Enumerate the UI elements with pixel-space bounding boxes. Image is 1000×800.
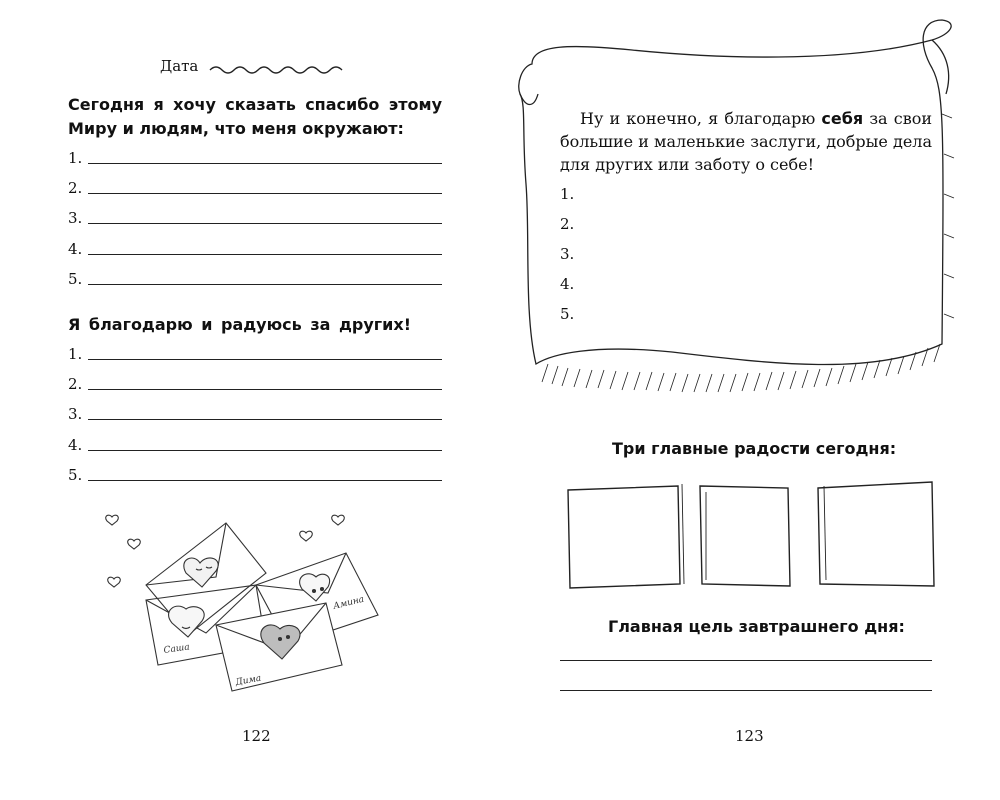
envelopes-illustration (96, 505, 396, 705)
date-squiggle-line[interactable] (208, 60, 348, 78)
list-number: 2. (68, 179, 83, 197)
answer-line[interactable] (88, 419, 442, 420)
joy-box-2[interactable] (700, 486, 790, 586)
gratitude-others-heading: Я благодарю и радуюсь за других! (68, 315, 411, 334)
list-number: 1. (68, 149, 83, 167)
list-number: 5. (68, 270, 83, 288)
envelope-dima (216, 603, 342, 691)
scroll-text-before: Ну и конечно, я благодарю (580, 109, 822, 128)
gratitude-world-heading (68, 93, 442, 141)
list-2-row-4[interactable] (68, 436, 442, 456)
list-number: 4. (68, 436, 83, 454)
list-2-row-2[interactable] (68, 375, 442, 395)
scroll-list-item-4[interactable]: 4. (560, 275, 575, 293)
heart-icon (300, 531, 313, 541)
heart-icon (108, 577, 121, 587)
joy-box-3[interactable] (818, 482, 934, 586)
scroll-list-item-2[interactable]: 2. (560, 215, 575, 233)
answer-line[interactable] (88, 389, 442, 390)
gratitude-world-heading-line-1: Сегодня я хочу сказать спасибо этому (68, 95, 442, 114)
scroll-intro-text (560, 107, 932, 176)
answer-line[interactable] (88, 450, 442, 451)
heart-icon (106, 515, 119, 525)
joy-boxes (560, 480, 940, 595)
joy-box-1[interactable] (568, 484, 684, 588)
scroll-text-bold: себя (821, 109, 864, 128)
goal-line-2[interactable] (560, 690, 932, 691)
list-number: 2. (68, 375, 83, 393)
scroll-list-item-1[interactable]: 1. (560, 185, 575, 203)
heart-icon (332, 515, 345, 525)
page-number-left: 122 (242, 727, 271, 745)
heart-icon (128, 539, 141, 549)
answer-line[interactable] (88, 284, 442, 285)
list-number: 5. (68, 466, 83, 484)
answer-line[interactable] (88, 359, 442, 360)
envelope-name-amina: Амина (332, 594, 366, 612)
list-1-row-4[interactable] (68, 240, 442, 260)
gratitude-world-heading-line-2: Миру и людям, что меня окружают: (68, 119, 404, 138)
list-1-row-5[interactable] (68, 270, 442, 290)
scroll-list-item-3[interactable]: 3. (560, 245, 575, 263)
date-label: Дата (160, 57, 199, 75)
list-1-row-1[interactable] (68, 149, 442, 169)
envelope-name-dima: Дима (234, 673, 263, 688)
scroll-list-item-5[interactable]: 5. (560, 305, 575, 323)
three-joys-heading: Три главные радости сегодня: (612, 439, 897, 458)
envelope-name-sasha: Саша (163, 642, 191, 656)
tomorrow-goal-heading: Главная цель завтрашнего дня: (608, 617, 905, 636)
list-number: 1. (68, 345, 83, 363)
list-2-row-5[interactable] (68, 466, 442, 486)
answer-line[interactable] (88, 480, 442, 481)
list-number: 3. (68, 405, 83, 423)
goal-line-1[interactable] (560, 660, 932, 661)
answer-line[interactable] (88, 163, 442, 164)
list-number: 3. (68, 209, 83, 227)
list-2-row-1[interactable] (68, 345, 442, 365)
list-1-row-2[interactable] (68, 179, 442, 199)
scroll-frame (512, 14, 972, 404)
page-number-right: 123 (735, 727, 764, 745)
scroll-text-after: за свои большие и маленькие заслуги, добрые дела для других или заботу о себе! (560, 109, 932, 174)
answer-line[interactable] (88, 254, 442, 255)
list-number: 4. (68, 240, 83, 258)
list-2-row-3[interactable] (68, 405, 442, 425)
answer-line[interactable] (88, 193, 442, 194)
list-1-row-3[interactable] (68, 209, 442, 229)
answer-line[interactable] (88, 223, 442, 224)
